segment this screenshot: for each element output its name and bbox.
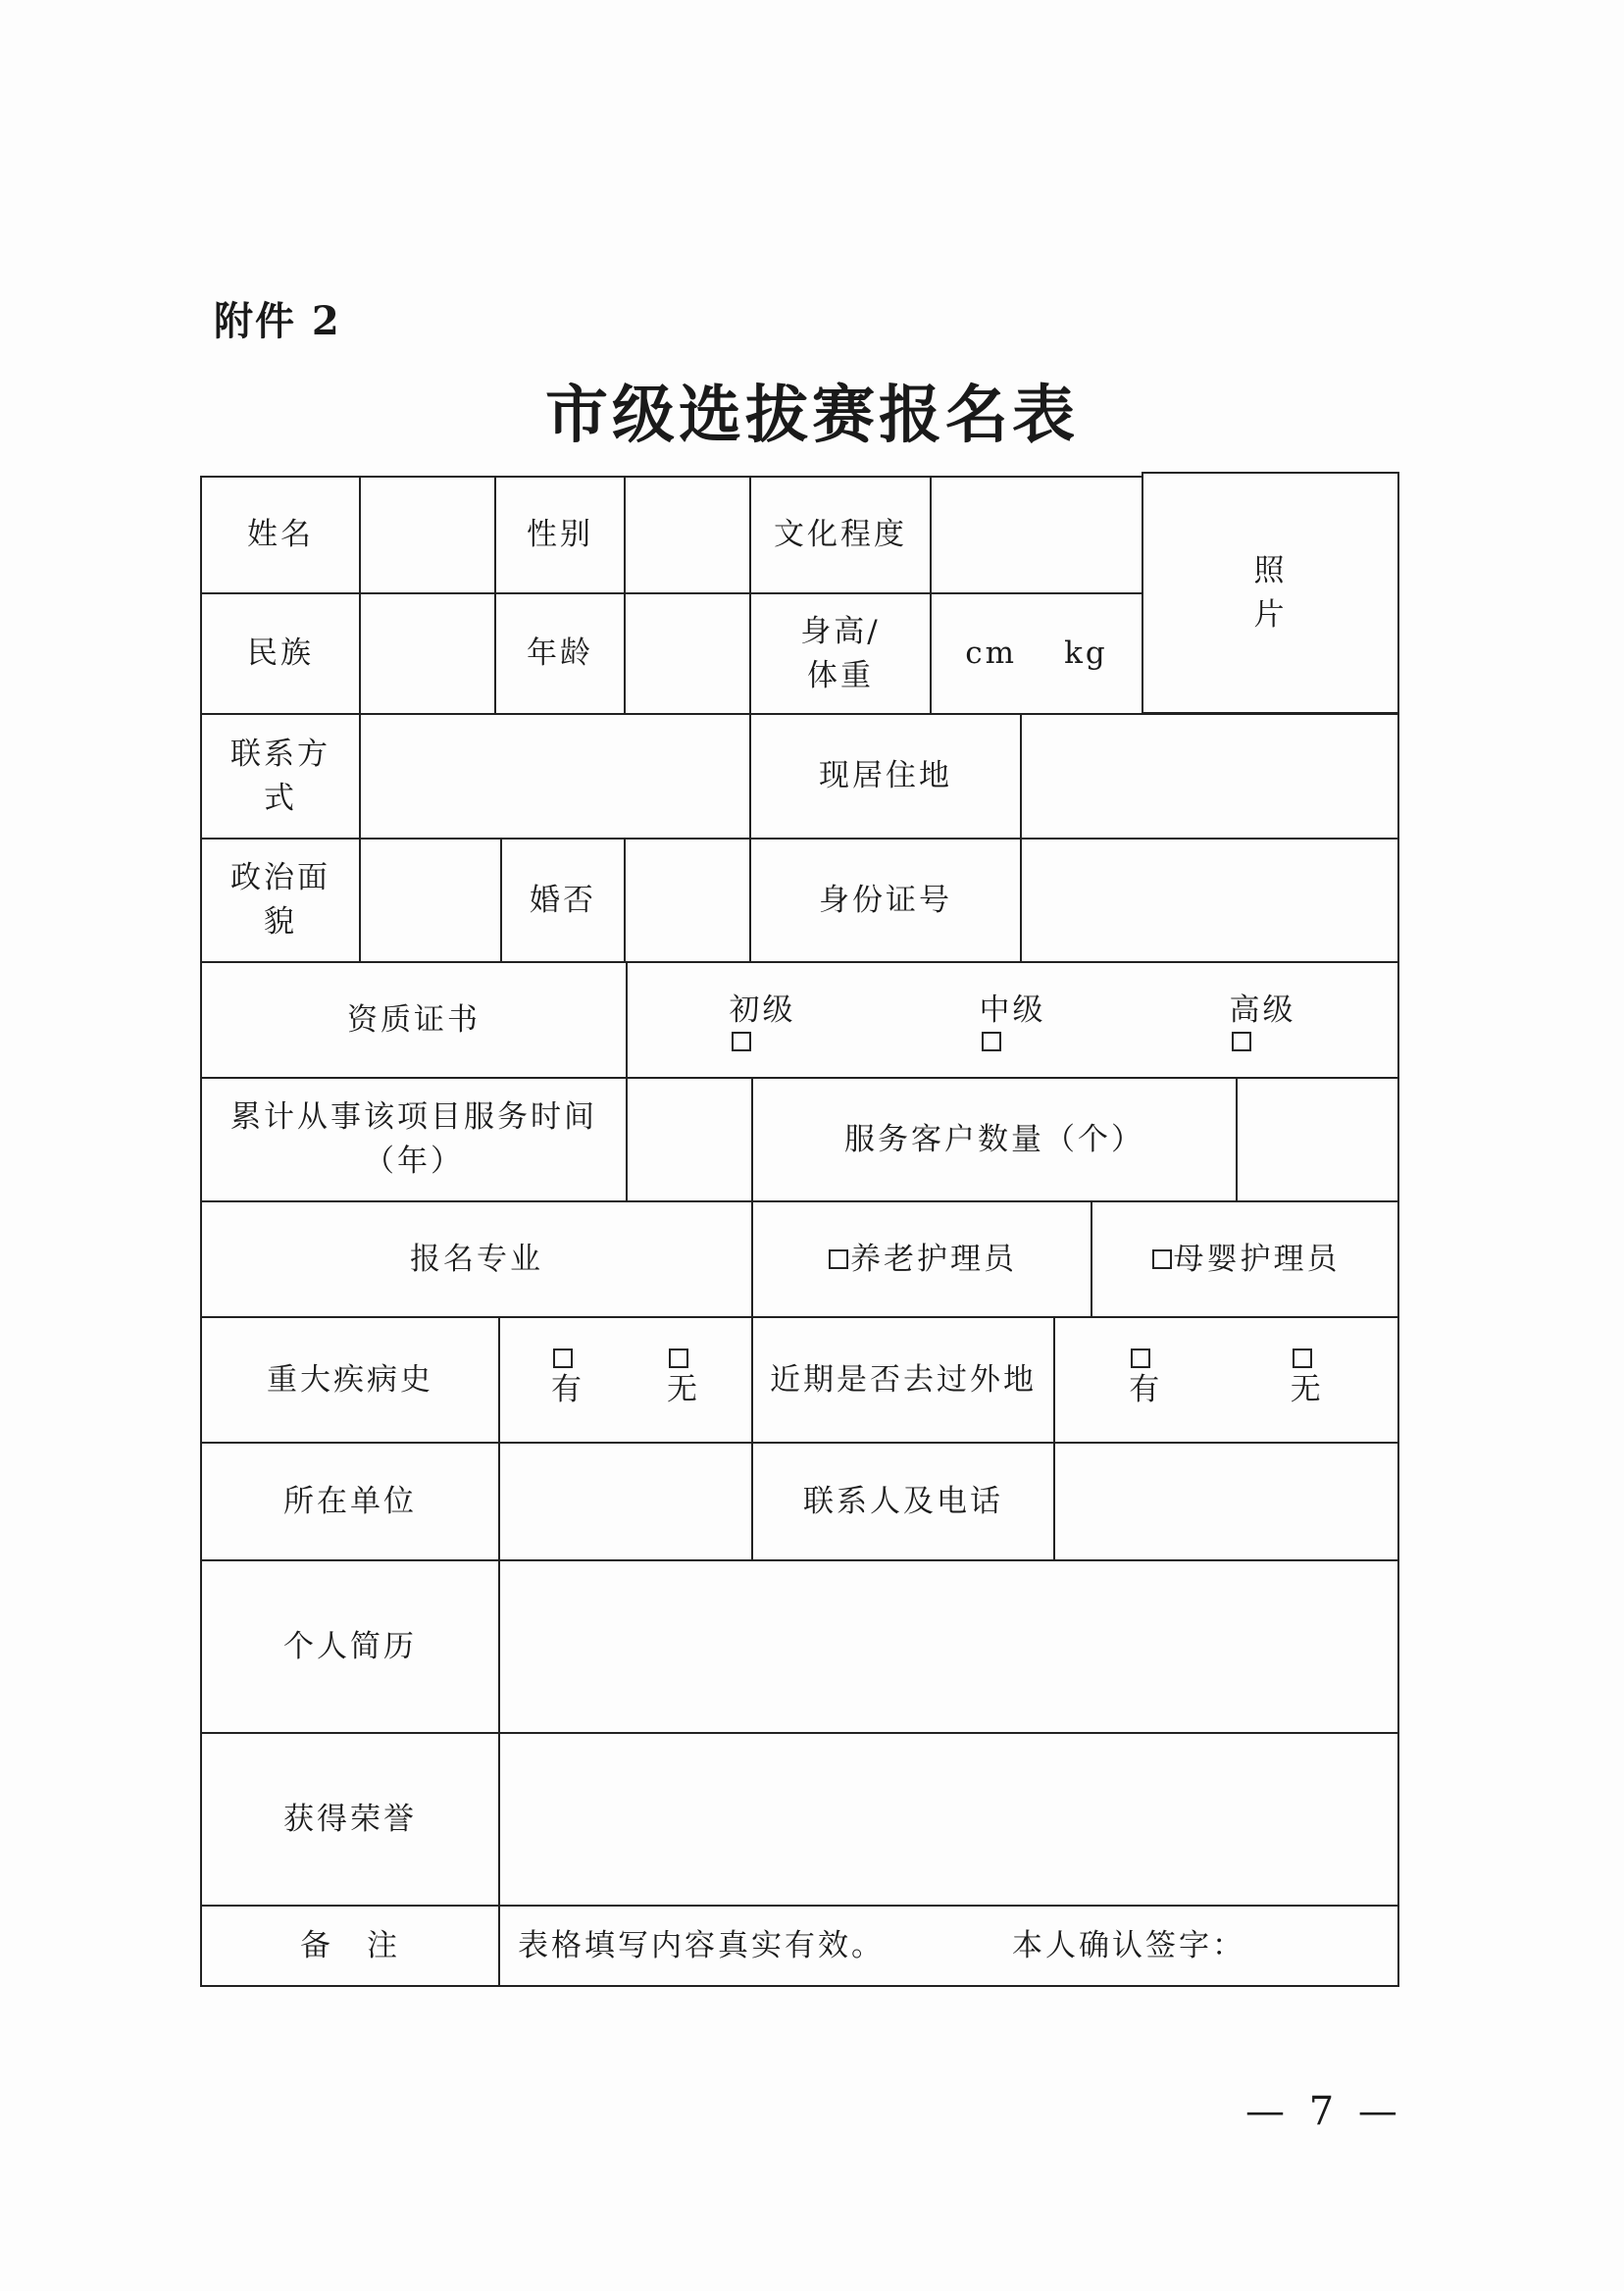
service-years-input[interactable] bbox=[626, 1077, 753, 1202]
checkbox-icon[interactable] bbox=[1152, 1249, 1172, 1269]
contact-person-label: 联系人及电话 bbox=[751, 1442, 1055, 1561]
name-label: 姓名 bbox=[200, 476, 361, 594]
age-input[interactable] bbox=[624, 592, 751, 715]
checkbox-icon[interactable] bbox=[829, 1249, 848, 1269]
major-option-elderly-care[interactable]: 养老护理员 bbox=[751, 1200, 1092, 1318]
major-label: 报名专业 bbox=[200, 1200, 753, 1318]
contact-person-input[interactable] bbox=[1053, 1442, 1399, 1561]
checkbox-icon[interactable] bbox=[982, 1032, 1001, 1051]
illness-history-label: 重大疾病史 bbox=[200, 1316, 500, 1444]
cert-option-intermediate[interactable]: 中级 bbox=[980, 989, 1046, 1052]
id-number-label: 身份证号 bbox=[749, 838, 1022, 963]
certificate-options bbox=[626, 961, 1399, 1079]
name-input[interactable] bbox=[359, 476, 496, 594]
height-weight-input[interactable]: cm kg bbox=[930, 592, 1143, 715]
illness-option-no[interactable]: 无 bbox=[667, 1349, 700, 1412]
recent-travel-options bbox=[1053, 1316, 1399, 1444]
work-unit-label: 所在单位 bbox=[200, 1442, 500, 1561]
residence-input[interactable] bbox=[1020, 713, 1399, 840]
page-title: 市级选拔赛报名表 bbox=[545, 379, 1079, 452]
attachment-label: 附件 2 bbox=[214, 298, 341, 344]
signature-label[interactable]: 本人确认签字： bbox=[1012, 1927, 1245, 1963]
clients-count-label: 服务客户数量（个） bbox=[751, 1077, 1238, 1202]
checkbox-icon[interactable] bbox=[732, 1032, 751, 1051]
residence-label: 现居住地 bbox=[749, 713, 1022, 840]
contact-label: 联系方 式 bbox=[200, 713, 361, 840]
honors-input[interactable] bbox=[498, 1732, 1399, 1907]
clients-count-input[interactable] bbox=[1236, 1077, 1399, 1202]
cert-option-primary[interactable]: 初级 bbox=[730, 989, 796, 1052]
major-option-maternal-care[interactable]: 母婴护理员 bbox=[1091, 1200, 1399, 1318]
service-years-label: 累计从事该项目服务时间 （年） bbox=[200, 1077, 628, 1202]
resume-label: 个人简历 bbox=[200, 1559, 500, 1734]
checkbox-icon[interactable] bbox=[1293, 1349, 1312, 1368]
age-label: 年龄 bbox=[494, 592, 626, 715]
marital-input[interactable] bbox=[624, 838, 751, 963]
ethnicity-input[interactable] bbox=[359, 592, 496, 715]
education-label: 文化程度 bbox=[749, 476, 932, 594]
checkbox-icon[interactable] bbox=[1131, 1349, 1150, 1368]
education-input[interactable] bbox=[930, 476, 1143, 594]
illness-option-yes[interactable]: 有 bbox=[551, 1349, 584, 1412]
height-weight-label: 身高/ 体重 bbox=[749, 592, 932, 715]
contact-input[interactable] bbox=[359, 713, 751, 840]
id-number-input[interactable] bbox=[1020, 838, 1399, 963]
photo-box[interactable]: 照 片 bbox=[1142, 472, 1399, 714]
gender-label: 性别 bbox=[494, 476, 626, 594]
checkbox-icon[interactable] bbox=[669, 1349, 688, 1368]
remarks-label: 备 注 bbox=[200, 1905, 500, 1987]
marital-label: 婚否 bbox=[500, 838, 626, 963]
page-number: — 7 — bbox=[1245, 2089, 1403, 2134]
resume-input[interactable] bbox=[498, 1559, 1399, 1734]
checkbox-icon[interactable] bbox=[553, 1349, 573, 1368]
honors-label: 获得荣誉 bbox=[200, 1732, 500, 1907]
travel-option-yes[interactable]: 有 bbox=[1129, 1349, 1162, 1412]
recent-travel-label: 近期是否去过外地 bbox=[751, 1316, 1055, 1444]
remarks-content bbox=[498, 1905, 1399, 1987]
remarks-text: 表格填写内容真实有效。 bbox=[518, 1927, 885, 1963]
checkbox-icon[interactable] bbox=[1232, 1032, 1251, 1051]
certificate-label: 资质证书 bbox=[200, 961, 628, 1079]
travel-option-no[interactable]: 无 bbox=[1291, 1349, 1324, 1412]
political-status-label: 政治面 貌 bbox=[200, 838, 361, 963]
illness-history-options bbox=[498, 1316, 753, 1444]
gender-input[interactable] bbox=[624, 476, 751, 594]
cert-option-senior[interactable]: 高级 bbox=[1230, 989, 1296, 1052]
work-unit-input[interactable] bbox=[498, 1442, 753, 1561]
political-status-input[interactable] bbox=[359, 838, 502, 963]
ethnicity-label: 民族 bbox=[200, 592, 361, 715]
